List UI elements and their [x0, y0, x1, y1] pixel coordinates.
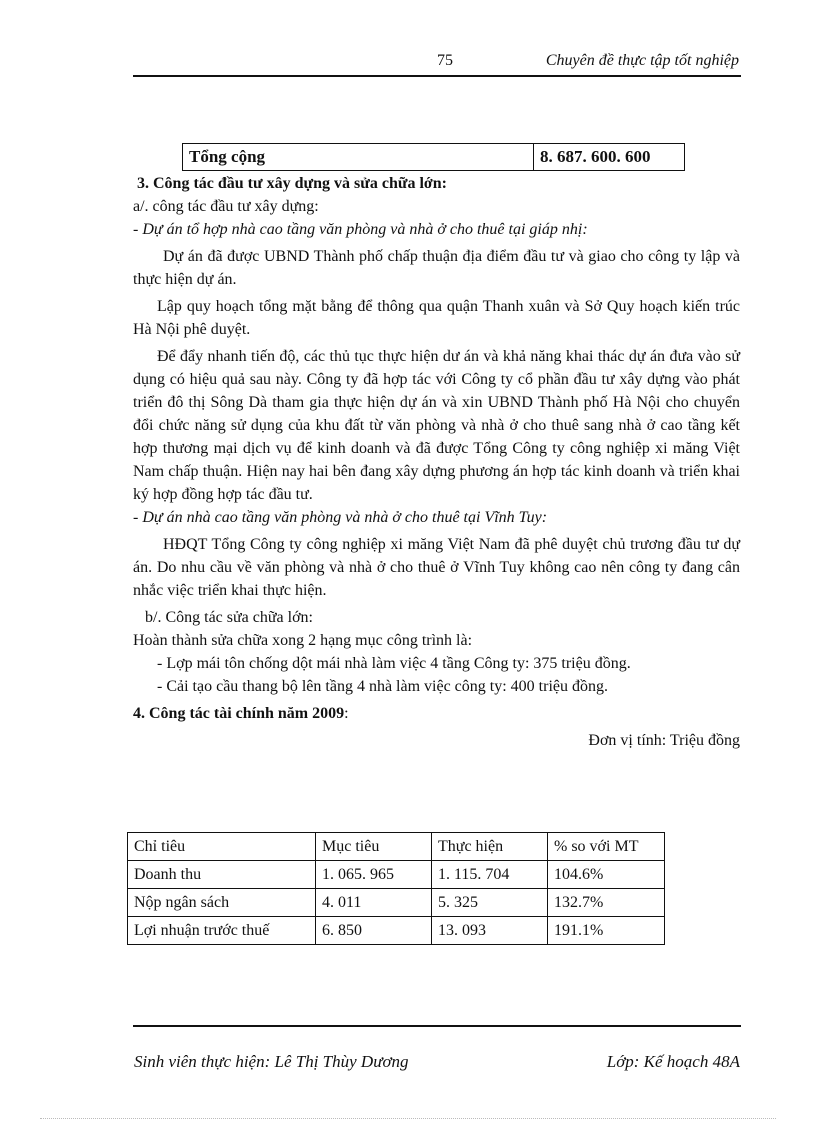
unit-label: Đơn vị tính: Triệu đồng: [588, 732, 740, 749]
header-page-number: 75: [437, 52, 453, 69]
table-cell: 4. 011: [316, 889, 432, 917]
finance-table: [127, 832, 665, 945]
bullet-2: - Cải tạo cầu thang bộ lên tầng 4 nhà làm việc công ty: 400 triệu đồng.: [157, 678, 608, 695]
table-row: [128, 889, 665, 917]
paragraph-1: Dự án đã được UBND Thành phố chấp thuận địa điểm đầu tư và giao cho công ty lập và thực hiện dự án.: [133, 248, 740, 288]
footer-class: Lớp: Kế hoạch 48A: [606, 1052, 740, 1071]
total-table: [182, 143, 685, 171]
total-row: [183, 144, 685, 171]
col-header: Chỉ tiêu: [128, 833, 316, 861]
col-header: Mục tiêu: [316, 833, 432, 861]
table-row: [128, 917, 665, 945]
body-text: [133, 172, 740, 752]
total-label: Tổng cộng: [183, 144, 534, 171]
section3-sub-a: a/. công tác đầu tư xây dựng:: [133, 198, 319, 215]
paragraph-5: Hoàn thành sửa chữa xong 2 hạng mục công trình là:: [133, 632, 473, 649]
paragraph-2: Lập quy hoạch tổng mặt bằng để thông qua quận Thanh xuân và Sở Quy hoạch kiến trúc Hà Nội phê duyệt.: [133, 298, 740, 338]
footer-rule: [133, 1025, 741, 1027]
table-header-row: [128, 833, 665, 861]
table-cell: 132.7%: [548, 889, 665, 917]
table-row: [128, 861, 665, 889]
paragraph-3: Để đẩy nhanh tiến độ, các thủ tục thực hiện dư án và khả năng khai thác dự án đưa vào sử dụng có hiệu quả sau này. Công ty đã hợp tác với Công ty cổ phần đầu tư xây dựng vào phát triển đô thị Sông Dà tham gia thực hiện dự án và xin UBND Thành phố Hà Nội cho chuyển đổi chức năng sử dụng của khu đất từ văn phòng và nhà ở cho thuê sang nhà ở cao tầng kết hợp thương mại dịch vụ để kinh doanh và đã được Tổng Công ty công nghiệp xi măng Việt Nam chấp thuận. Hiện nay hai bên đang xây dựng phương án hợp tác kinh doanh và triển khai ký hợp đồng hợp tác đầu tư.: [133, 348, 740, 503]
section3-sub-b: b/. Công tác sửa chữa lớn:: [145, 609, 313, 626]
total-value: 8. 687. 600. 600: [534, 144, 685, 171]
col-header: % so với MT: [548, 833, 665, 861]
table-cell: 13. 093: [432, 917, 548, 945]
col-header: Thực hiện: [432, 833, 548, 861]
table-cell: 5. 325: [432, 889, 548, 917]
table-cell: Nộp ngân sách: [128, 889, 316, 917]
table-cell: 6. 850: [316, 917, 432, 945]
project2-title: - Dự án nhà cao tầng văn phòng và nhà ở cho thuê tại Vĩnh Tuy:: [133, 509, 548, 526]
table-cell: Doanh thu: [128, 861, 316, 889]
header-title: Chuyên đề thực tập tốt nghiệp: [545, 52, 739, 69]
section4-heading: 4. Công tác tài chính năm 2009: [133, 705, 345, 722]
table-cell: Lợi nhuận trước thuế: [128, 917, 316, 945]
header-rule: [133, 75, 741, 77]
section3-heading: 3. Công tác đầu tư xây dựng và sửa chữa lớn:: [137, 175, 447, 192]
table-cell: 1. 065. 965: [316, 861, 432, 889]
section4-heading-colon: :: [344, 705, 349, 722]
paragraph-4: HĐQT Tổng Công ty công nghiệp xi măng Việt Nam đã phê duyệt chủ trương đầu tư dự án. Do nhu cầu về văn phòng và nhà ở cho thuê ở Vĩnh Tuy không cao nên công ty đang cân nhắc việc triển khai thực hiện.: [133, 536, 740, 599]
table-cell: 104.6%: [548, 861, 665, 889]
footer-student: Sinh viên thực hiện: Lê Thị Thùy Dương: [134, 1052, 409, 1071]
section4-heading-line: [133, 702, 740, 725]
table-cell: 191.1%: [548, 917, 665, 945]
table-cell: 1. 115. 704: [432, 861, 548, 889]
project1-title: - Dự án tổ hợp nhà cao tầng văn phòng và nhà ở cho thuê tại giáp nhị:: [133, 221, 588, 238]
page-edge-divider: [40, 1118, 776, 1119]
bullet-1: - Lợp mái tôn chống dột mái nhà làm việc 4 tầng Công ty: 375 triệu đồng.: [157, 655, 631, 672]
